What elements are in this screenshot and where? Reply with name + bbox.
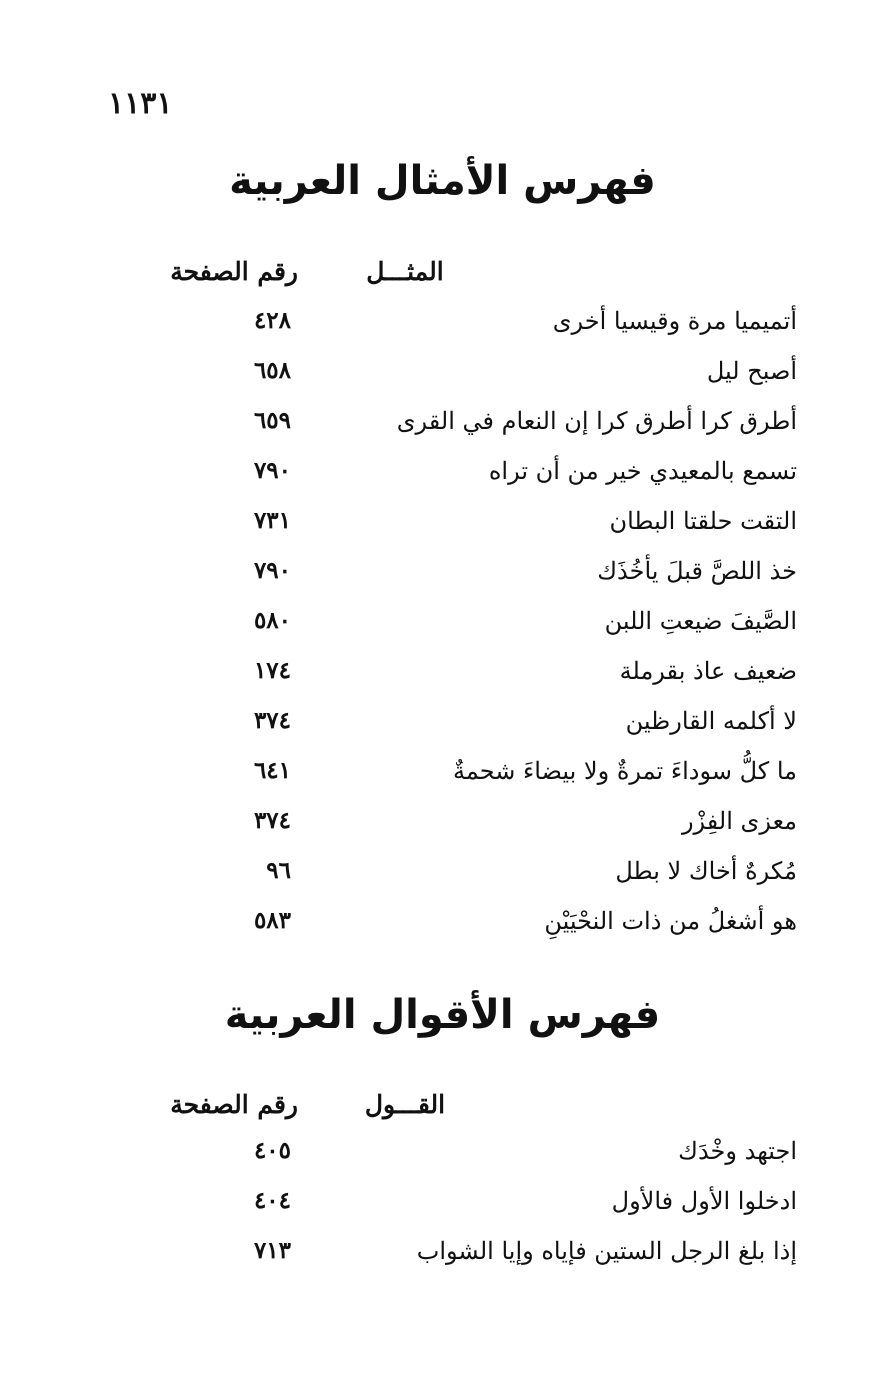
saying-row bbox=[0, 1237, 885, 1277]
proverb-page: ٩٦ bbox=[266, 857, 291, 884]
sayings-col-page-header: رقم الصفحة bbox=[170, 1090, 298, 1119]
proverb-text: معزى الفِزْر bbox=[681, 807, 797, 835]
proverb-text: مُكرهٌ أخاك لا بطل bbox=[615, 857, 797, 885]
saying-text: ادخلوا الأول فالأول bbox=[611, 1187, 797, 1215]
saying-row bbox=[0, 1187, 885, 1227]
saying-text: إذا بلغ الرجل الستين فإياه وإيا الشواب bbox=[416, 1237, 797, 1265]
sayings-title: فهرس الأقوال العربية bbox=[224, 992, 661, 1038]
proverb-text: خذ اللصَّ قبلَ يأخُذَك bbox=[597, 557, 797, 585]
proverb-page: ٧٩٠ bbox=[253, 557, 291, 584]
page-number: ١١٣١ bbox=[108, 86, 173, 121]
proverb-row bbox=[0, 707, 885, 747]
proverb-page: ٥٨٠ bbox=[253, 607, 291, 634]
proverb-text: أتميميا مرة وقيسيا أخرى bbox=[552, 307, 797, 335]
proverb-row bbox=[0, 357, 885, 397]
proverb-page: ٦٥٨ bbox=[253, 357, 291, 384]
proverb-page: ٣٧٤ bbox=[253, 707, 291, 734]
saying-row bbox=[0, 1137, 885, 1177]
proverbs-title: فهرس الأمثال العربية bbox=[229, 158, 656, 204]
proverb-page: ٥٨٣ bbox=[253, 907, 291, 934]
proverb-text: التقت حلقتا البطان bbox=[609, 507, 797, 535]
proverb-row bbox=[0, 807, 885, 847]
proverb-text: تسمع بالمعيدي خير من أن تراه bbox=[488, 457, 797, 485]
proverb-page: ١٧٤ bbox=[253, 657, 291, 684]
proverb-page: ٣٧٤ bbox=[253, 807, 291, 834]
proverb-row bbox=[0, 757, 885, 797]
proverb-text: ضعيف عاذ بقرملة bbox=[619, 657, 797, 685]
proverb-row bbox=[0, 857, 885, 897]
proverb-page: ٤٢٨ bbox=[253, 307, 291, 334]
proverb-row bbox=[0, 307, 885, 347]
proverb-page: ٦٥٩ bbox=[253, 407, 291, 434]
sayings-col-text-header: القـــول bbox=[364, 1090, 446, 1119]
proverb-row bbox=[0, 557, 885, 597]
proverb-row bbox=[0, 407, 885, 447]
saying-page: ٤٠٤ bbox=[253, 1187, 291, 1214]
saying-page: ٧١٣ bbox=[253, 1237, 291, 1264]
proverb-text: أصبح ليل bbox=[706, 357, 797, 385]
proverbs-col-page-header: رقم الصفحة bbox=[170, 257, 298, 286]
proverb-row bbox=[0, 507, 885, 547]
proverb-text: لا أكلمه القارظين bbox=[625, 707, 797, 735]
saying-text: اجتهد وخْدَك bbox=[678, 1137, 797, 1165]
proverb-row bbox=[0, 907, 885, 947]
saying-page: ٤٠٥ bbox=[253, 1137, 291, 1164]
proverb-page: ٧٩٠ bbox=[253, 457, 291, 484]
proverb-row bbox=[0, 657, 885, 697]
proverb-row bbox=[0, 607, 885, 647]
proverbs-col-text-header: المثـــل bbox=[366, 257, 444, 286]
proverb-text: الصَّيفَ ضيعتِ اللبن bbox=[604, 607, 797, 635]
proverb-text: أطرق كرا أطرق كرا إن النعام في القرى bbox=[396, 407, 797, 435]
proverb-text: ما كلُّ سوداءَ تمرةٌ ولا بيضاءَ شحمةٌ bbox=[452, 757, 797, 785]
proverb-text: هو أشغلُ من ذات النحْيَيْنِ bbox=[544, 907, 797, 935]
proverb-row bbox=[0, 457, 885, 497]
proverb-page: ٦٤١ bbox=[253, 757, 291, 784]
proverb-page: ٧٣١ bbox=[253, 507, 291, 534]
